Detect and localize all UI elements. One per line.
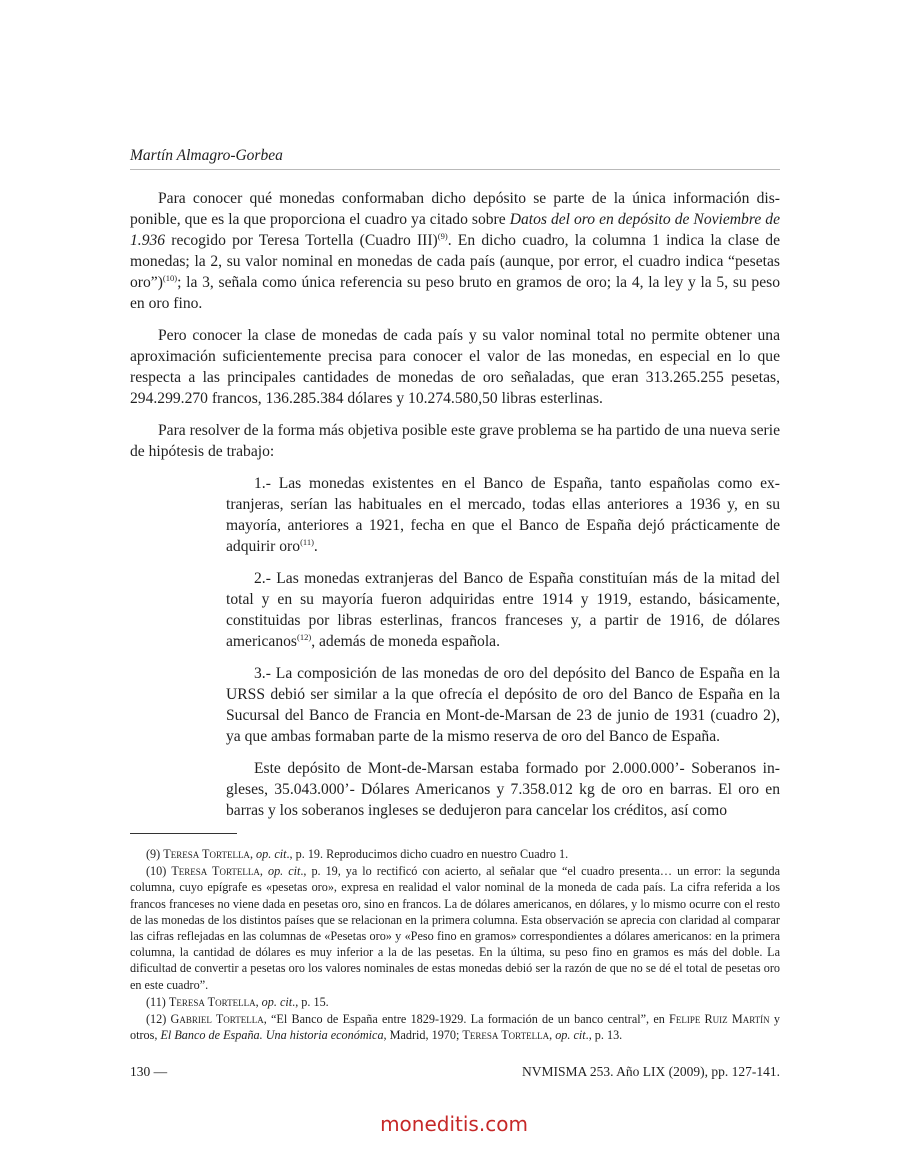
footnote-ref-9[interactable]: (9) [437, 231, 448, 241]
footnote-12 [130, 1011, 780, 1043]
footnote-11 [130, 994, 780, 1010]
footnote-ref-12[interactable]: (12) [297, 632, 312, 642]
hypothesis-1-end: . [313, 538, 318, 555]
paragraph-1-text-a: Para conocer qué monedas conformaban dicho depósito se parte de la única información disponible, que es la que proporciona el cuadro ya citado sobre [130, 190, 780, 228]
footnote-text: ., p. 15. [292, 994, 329, 1009]
footnote-number: (12) [146, 1012, 167, 1027]
body-text [130, 188, 780, 832]
journal-citation: NVMISMA 253. Año LIX (2009), pp. 127-141. [522, 1064, 780, 1079]
footnote-author-2: Felipe Ruiz Martín [669, 1012, 770, 1027]
paragraph-2: Pero conocer la clase de monedas de cada país y su valor nominal total no permite obtener una aproximación suficientemente precisa para conocer el valor de las monedas, en especial en lo que respecta a las principales cantidades de monedas de oro señaladas, que eran 313.265.255 pesetas, 294.299.270 francos, 136.285.384 dólares y 10.274.580,50 libras esterlinas. [130, 327, 780, 407]
hypothesis-1 [226, 473, 780, 557]
footnote-10 [130, 863, 780, 993]
running-header [130, 146, 780, 170]
book-title: El Banco de España. Una historia económica [160, 1028, 384, 1043]
hypothesis-2-end: , además de moneda española. [311, 633, 500, 650]
paragraph-1 [130, 188, 780, 314]
separator: , [549, 1028, 556, 1043]
op-cit: op. cit [256, 847, 287, 861]
footnote-author: Teresa Tortella [171, 864, 260, 879]
footnote-text: ., p. 19. Reproducimos dicho cuadro en nuestro Cuadro 1. [286, 847, 569, 861]
hypothesis-2 [226, 568, 780, 652]
paragraph-1-text-d: ; la 3, señala como única referencia su peso bruto en gramos de oro; la 4, la ley y la 5, su peso en oro fino. [130, 274, 780, 312]
separator: , [259, 864, 268, 879]
footnote-author: Teresa Tortella [168, 994, 256, 1009]
footnote-number: (9) [146, 847, 161, 861]
paragraph-1-text-b: recogido por Teresa Tortella (Cuadro III) [165, 232, 438, 249]
footnote-ref-10[interactable]: (10) [162, 273, 178, 283]
hypothesis-3: 3.- La composición de las monedas de oro del depósito del Banco de España en la URSS debió ser similar a la que ofrecía el depósito de oro del Banco de España en la Sucursal del Banco de Francia en Mont-de-Marsan de 23 de junio de 1931 (cuadro 2), ya que ambas formaban parte de la mismo reserva de oro del Banco de España. [226, 665, 780, 745]
hypothesis-2-text: 2.- Las monedas extranjeras del Banco de España constituían más de la mitad del total y en su mayoría fueron adquiridas entre 1914 y 1919, estando, básicamente, constituidas por libras esterlinas, francos franceses y, a partir de 1916, de dólares americanos [226, 570, 780, 650]
separator: , [255, 994, 262, 1009]
page-number: 130 — [130, 1064, 168, 1079]
footnote-author: Gabriel Tortella [170, 1012, 264, 1027]
footnote-text: , “El Banco de España entre 1829-1929. La formación de un banco central”, en [263, 1012, 670, 1027]
separator: , [249, 847, 257, 861]
footnotes [130, 846, 780, 1044]
footnote-number: (11) [146, 994, 166, 1009]
watermark: moneditis.com [380, 1112, 528, 1136]
paragraph-3: Para resolver de la forma más objetiva posible este grave problema se ha partido de una nueva serie de hipótesis de trabajo: [130, 422, 780, 460]
footnote-text: , Madrid, 1970; [383, 1028, 463, 1043]
header-author: Martín Almagro-Gorbea [130, 147, 283, 164]
op-cit: op. cit [555, 1028, 586, 1043]
footnote-text: ., p. 13. [585, 1028, 623, 1043]
hypothesis-1-text: 1.- Las monedas existentes en el Banco de España, tanto españolas como extranjeras, serían las habituales en el mercado, todas ellas anteriores a 1936 y, en su mayoría, anteriores a 1921, fecha en que el Banco de España dejó prácticamente de adquirir oro [226, 475, 780, 555]
footnote-author: Teresa Tortella [163, 847, 250, 861]
cited-title: Datos del oro en depósito de Noviembre de 1.936 [130, 211, 780, 249]
footnote-text: y otros, [130, 1012, 781, 1043]
footnote-ref-11[interactable]: (11) [300, 537, 314, 547]
op-cit: op. cit [261, 994, 293, 1009]
footnote-9 [130, 846, 780, 862]
paragraph-1-text-c: . En dicho cuadro, la columna 1 indica la clase de monedas; la 2, su valor nominal en monedas de cada país (aunque, por error, el cuadro indica “pesetas oro”) [130, 232, 780, 291]
footnote-text: ., p. 19, ya lo rectificó con acierto, al señalar que “el cuadro presenta… un error: la segunda columna, cuyo epígrafe es «pesetas oro», expresa en realidad el valor nominal de la moneda de cada país. La cifra referida a los francos franceses no viene dada en pesetas oro, sino en francos. La de dólares americanos, en dólares, y lo mismo ocurre con el resto de las monedas de los distintos países que se relacionan en la primera columna. Esta observación se aprecia con claridad al comparar las cifras reflejadas en las columnas de «Pesetas oro» y «Peso fino en gramos» correspondientes a dólares americanos: en la primera columna, la cantidad de dólares es muy inferior a la de las pesetas. En la última, su peso fino en gramos es más del doble. La dificultad de convertir a pesetas oro los valores nominales de estas monedas debió ser la razón de que no se dé el total de pesetas oro en este cuadro”. [130, 864, 781, 992]
hypothesis-3-continuation: Este depósito de Mont-de-Marsan estaba formado por 2.000.000’- Soberanos ingleses, 35.043.000’- Dólares Americanos y 7.358.012 kg de oro en barras. El oro en barras y los soberanos ingleses se dedujeron para cancelar los créditos, así como [226, 760, 780, 819]
footnote-number: (10) [146, 864, 167, 879]
op-cit: op. cit [267, 864, 301, 879]
footnote-divider [130, 833, 237, 834]
footnote-author-3: Teresa Tortella [462, 1028, 550, 1043]
